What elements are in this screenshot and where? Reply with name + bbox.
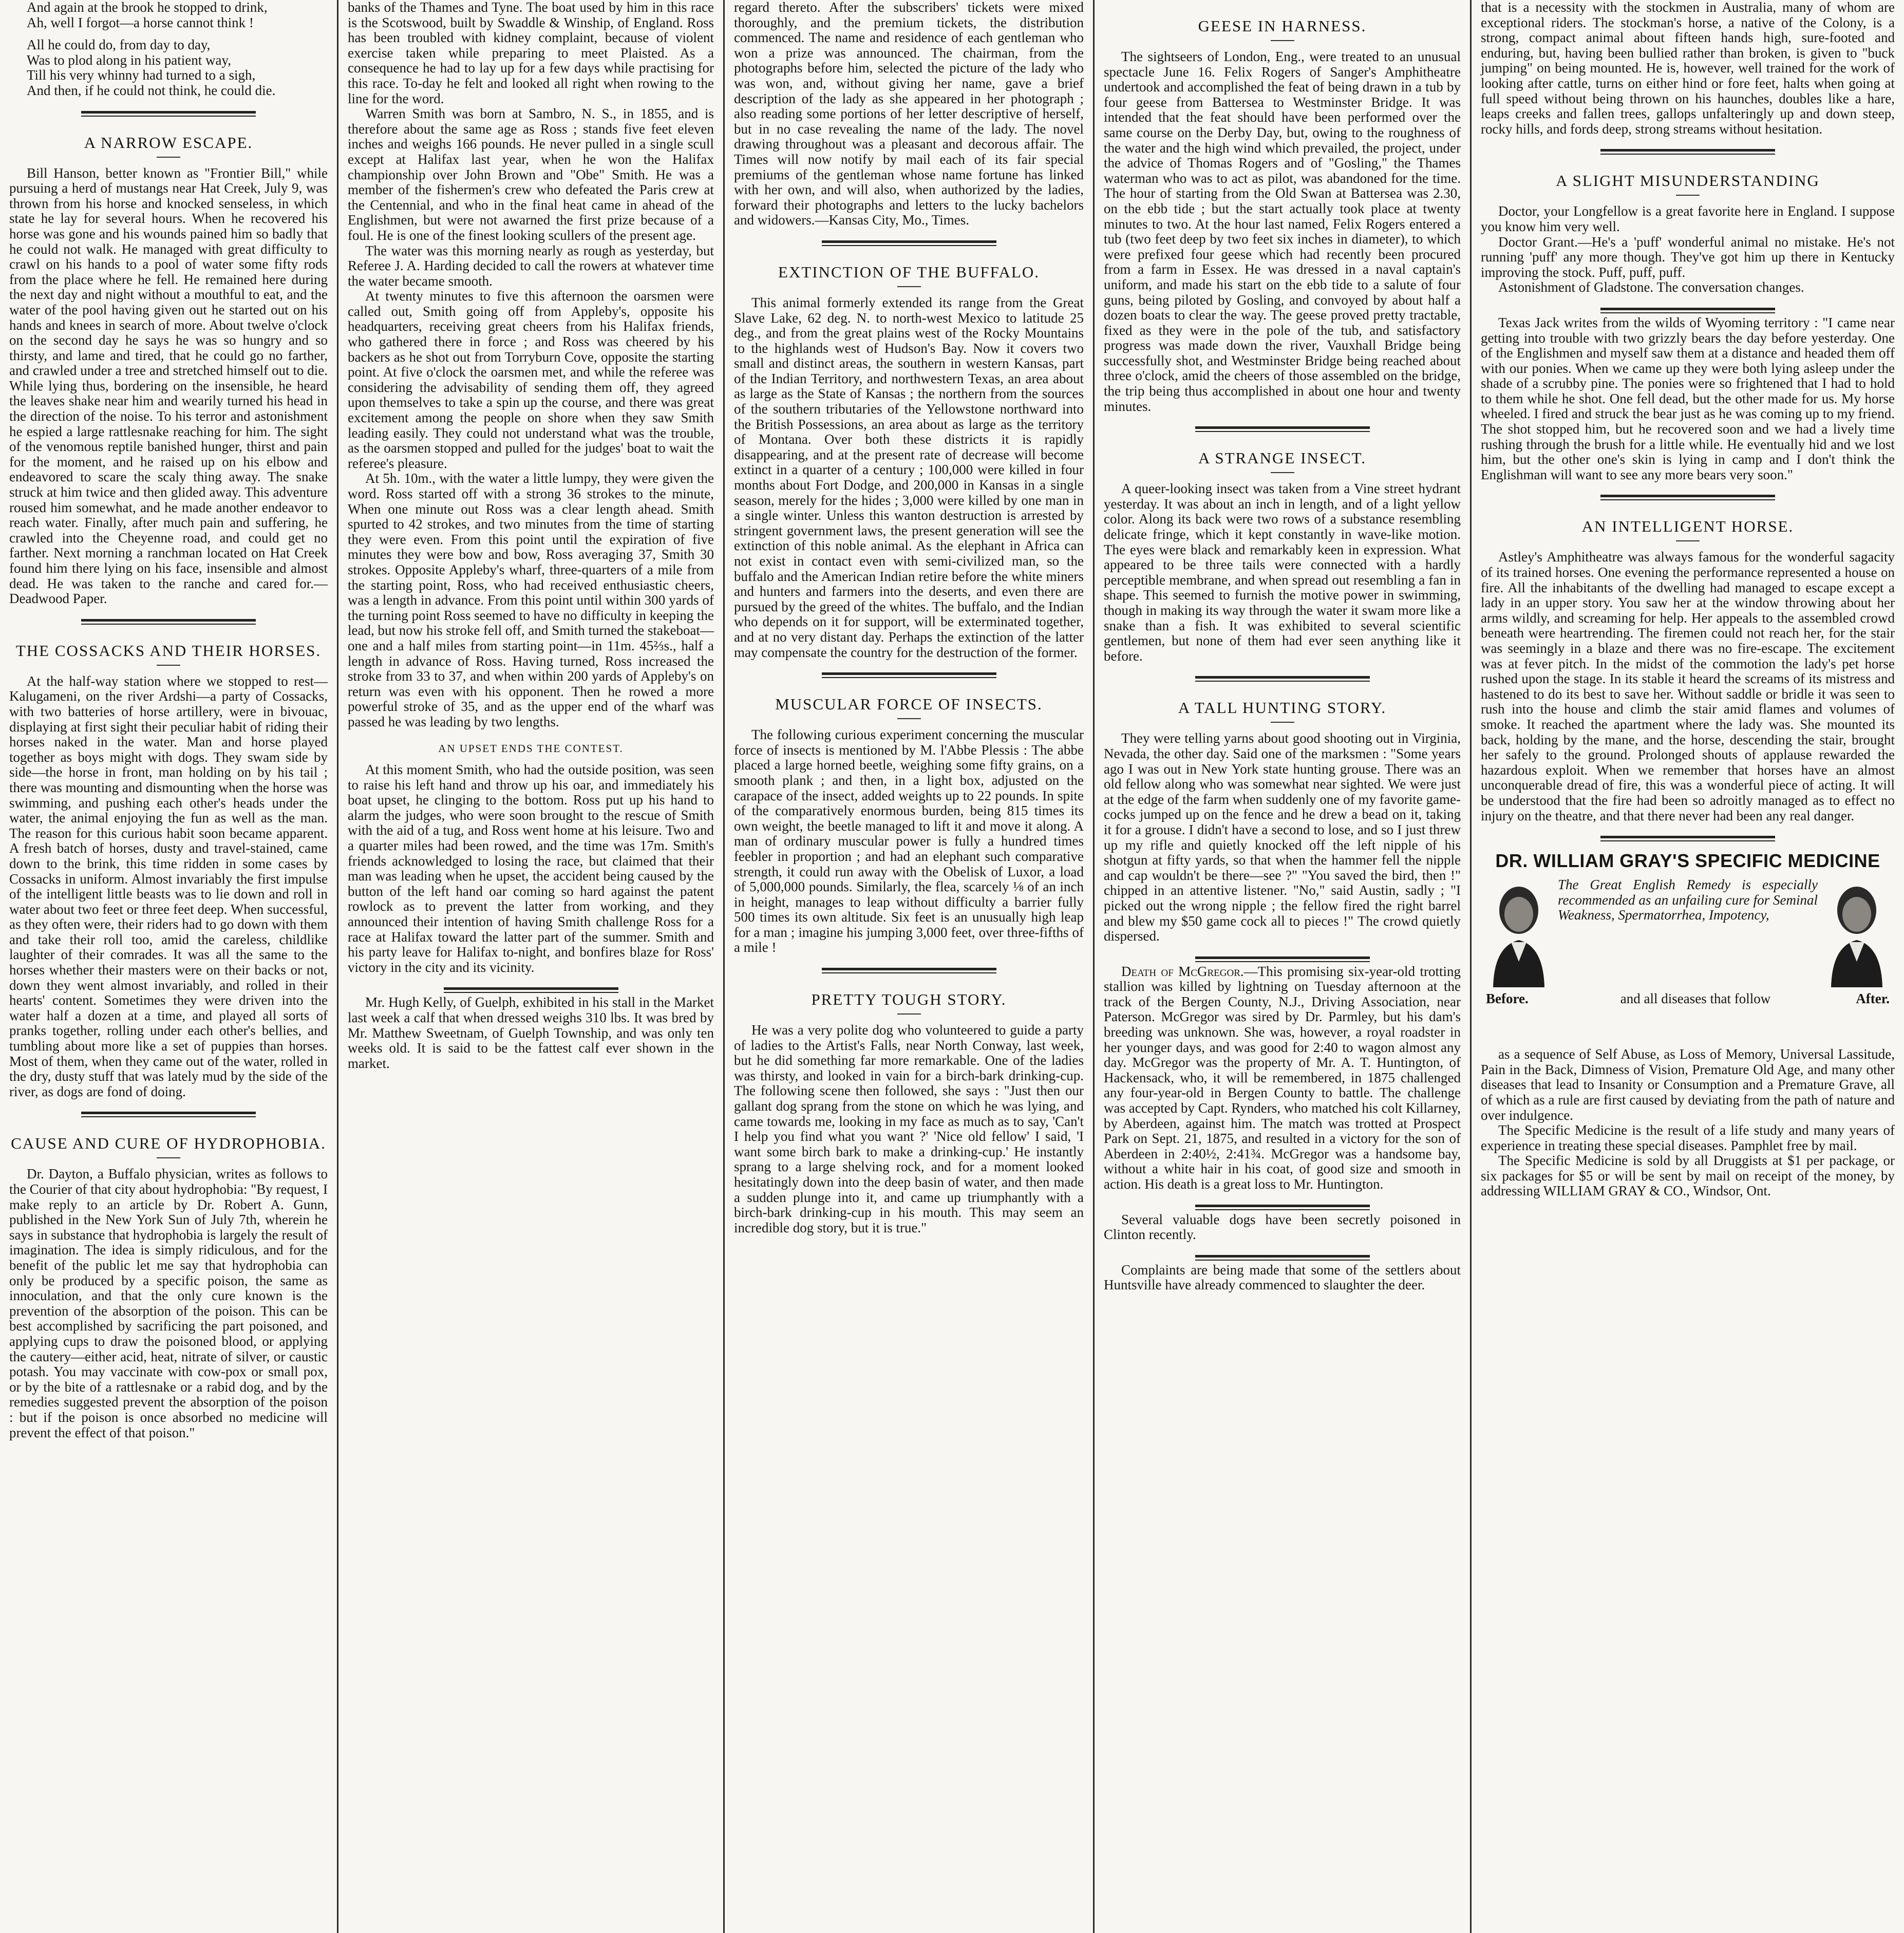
- article-paragraph: [734, 727, 1084, 955]
- paragraph-text: banks of the Thames and Tyne. The boat used by him in this race is the Scotswood, built by Swaddle & Winship, of England. Ross has been troubled with kidney complaint, because of violent exercise taken while preparing to meet Plaisted. As a consequence he had to lay up for a few days while practising for this race. To-day he felt and looked all right when rowing to the line for the word.: [348, 0, 714, 106]
- article-subtitle: AN UPSET ENDS THE CONTEST.: [438, 742, 624, 755]
- article-title: CAUSE AND CURE OF HYDROPHOBIA.: [11, 1134, 326, 1153]
- article-title: EXTINCTION OF THE BUFFALO.: [778, 262, 1040, 281]
- column-4: [1095, 0, 1470, 1933]
- paragraph-text: Mr. Hugh Kelly, of Guelph, exhibited in his stall in the Market last week a calf that when dressed weighs 310 lbs. It was bred by Mr. Matthew Sweetnam, of Guelph Township, and was only ten weeks old. It is said to be the fattest calf ever shown in the market.: [348, 994, 714, 1071]
- title-dash: [157, 1157, 180, 1158]
- article-title: A TALL HUNTING STORY.: [1178, 699, 1387, 717]
- ad-headline: DR. WILLIAM GRAY'S SPECIFIC MEDICINE: [1495, 850, 1880, 872]
- paragraph-text: Dr. Dayton, a Buffalo physician, writes as follows to the Courier of that city about hydrophobia: "By request, I make reply to an article by Dr. Robert A. Gunn, published in the New York Sun of July 7th, wherein he says in substance that hydrophobia is largely the result of imagination. The idea is simply ridiculous, and for the benefit of the public let me say that hydrophobia can only be produced by a specific poison, the same as innoculation, and that the only cure known is the prevention of the absorption of the poison. This can be best accomplished by sacrificing the part poisoned, and applying cups to draw the poisoned blood, or applying the cautery—either acid, heat, nitrate of silver, or caustic potash. You may vaccinate with cow-pox or small pox, or by the bite of a rattlesnake or a rabid dog, and by the remedies suggested prevent the absorption of the poison : but if the poison is once absorbed no medicine will prevent the effect of that poison.": [9, 1166, 328, 1440]
- verse-line: [9, 30, 328, 37]
- article-paragraph: [1481, 550, 1895, 823]
- paragraph-text: He was a very polite dog who volunteered to guide a party of ladies to the Artist's Falls, near North Conway, last week, but he did something far more remarkable. One of the ladies was thirsty, and looked in vain for a birch-bark drinking-cup. The following scene then followed, she says : "Just then our gallant dog sprang from the stone on which he was lying, and came towards me, looking in my face as much as to say, 'Can't I help you find what you want ?' 'Nice old fellow' I said, 'I want some birch bark to make a drinking-cup.' He instantly sprang to a large shelving rock, and for a moment looked hesitatingly down into the deep basin of water, and then made a sudden plunge into it, and came up triumphantly with a birch-bark drinking-cup in his mouth. This may seem an incredible dog story, but it is true.": [734, 1022, 1084, 1235]
- article-paragraph: [1481, 280, 1895, 295]
- article-paragraph: [348, 106, 714, 243]
- label-before: Before.: [1486, 991, 1529, 1007]
- portrait-before-icon: [1483, 879, 1555, 987]
- ad-intro-text: The Great English Remedy is especially recommended as an unfailing cure for Seminal Weakness, Spermatorrhea, Impotency,: [1558, 877, 1818, 923]
- column-1: [0, 0, 337, 1933]
- title-dash: [1676, 540, 1700, 541]
- label-connector: and all diseases that follow: [1620, 991, 1771, 1007]
- article-paragraph: [734, 295, 1084, 660]
- article-paragraph: [9, 1167, 328, 1440]
- ad-paragraph: The Specific Medicine is sold by all Druggists at $1 per package, or six packages for $5 or will be sent by mail on receipt of the money, by addressing WILLIAM GRAY & CO., Windsor, Ont.: [1481, 1153, 1895, 1199]
- ad-illustration-block: [1481, 877, 1895, 1047]
- section-separator: [81, 1112, 256, 1117]
- paragraph-text: Astley's Amphitheatre was always famous for the wonderful sagacity of its trained horses. One evening the performance represented a house on fire. All the inhabitants of the dwelling had managed to escape except a lady in an upper story. You saw her at the window throwing about her arms wildly, and screaming for help. Her appeals to the assembled crowd beneath were heartrending. The firemen could not reach her, for the stair was seemingly in a blaze and there was no fire-escape. The excitement was at fever pitch. In the midst of the commotion the lady's pet horse rushed upon the stage. In its stable it heard the screams of its mistress and hastened to do its best to save her. Without saddle or bridle it was seen to rush into the house and climb the stair amid flames and volumes of smoke. It reached the apartment where the lady was. She mounted its back, holding by the mane, and the horse, descending the stair, brought her safely to the ground. Prolonged shouts of applause rewarded the hazardous exploit. When we remember that horses have an almost unconquerable dread of fire, this was a wonderful piece of acting. It will be understood that the fire had been so adroitly managed as to effect no injury on the theatre, and that there never had been any real danger.: [1481, 549, 1895, 823]
- paragraph-text: A queer-looking insect was taken from a Vine street hydrant yesterday. It was about an inch in length, and of a light yellow color. Along its back were two rows of a substance resembling delicate fringe, which it kept constantly in wave-like motion. The eyes were black and remarkably keen in expression. What appeared to be three tails were connected with a hardly perceptible membrane, and when spread out resembling a fan in shape. This seemed to furnish the motive power in swimming, though in making its way through the water it swam more like a snake than a fish. It was exhibited to several scientific gentlemen, but none of them had ever seen anything like it before.: [1104, 481, 1461, 664]
- section-separator: [1600, 836, 1775, 841]
- section-separator: [822, 240, 996, 246]
- title-dash: [1271, 40, 1294, 41]
- paragraph-text: The sightseers of London, Eng., were treated to an unusual spectacle June 16. Felix Rogers of Sanger's Amphitheatre undertook and accomplished the feat of being drawn in a tub by four geese from Battersea to Westminster Bridge. It was intended that the feat should have been performed over the same course on the Derby Day, but, owing to the roughness of the water and the high wind which prevailed, the project, under the advice of Thomas Rogers and of "Gosling," the Thames waterman who was to act as pilot, was abandoned for the time. The hour of starting from the Old Swan at Battersea was 2.30, on the ebb tide ; but the start actually took place at twenty minutes to two. At the hour last named, Felix Rogers entered a tub (two feet deep by two feet six inches in diameter), to which were prefixed four geese which had recently been procured from a farm in Essex. He was dressed in a naval captain's uniform, and made his start on the ebb tide to a salute of four guns, being piloted by Gosling, and convoyed by about half a dozen boats to clear the way. The geese proved pretty tractable, fixed as they were in the pole of the tub, and satisfactory progress was made down the river, Vauxhall Bridge being successfully shot, and Westminster Bridge being reached about three o'clock, amid the cheers of those assembled on the bridge, the trip being thus accomplished in about one hour and twenty minutes.: [1104, 49, 1461, 414]
- paragraph-text: The following curious experiment concerning the muscular force of insects is mentioned by M. l'Abbe Plessis : The abbe placed a large horned beetle, weighing some fifty grains, on a smooth plank ; and then, in a light box, adjusted on the carapace of the insect, added weights up to 22 pounds. In spite of the comparatively enormous burden, being 815 times its own weight, the beetle managed to lift it and move it along. A man of ordinary muscular power is fully a hundred times feebler in proportion ; and had an elephant such comparative strength, it could run away with the Obelisk of Luxor, a load of 5,000,000 pounds. Similarly, the flea, scarcely ⅛ of an inch in height, manages to leap without difficulty a barrier fully 500 times its own altitude. Six feet is an unusually high leap for a man ; imagine his jumping 3,000 feet, over three-fifths of a mile !: [734, 727, 1084, 955]
- paragraph-text: Texas Jack writes from the wilds of Wyoming territory : "I came near getting into trouble with two grizzly bears the day before yesterday. One of the Englishmen and myself saw them at a distance and headed them off with our ponies. When we came up they were both lying asleep under the shade of a scrubby pine. The ponies were so frightened that I had to hold to them while he shot. One fell dead, but the other made for us. My horse wheeled. I fired and struck the bear just as he was coming up to my friend. The shot stopped him, but he recovered soon and we had a lively time rushing through the brush for a little while. He eventually hid and we lost him, but the other one's skin is lying in camp and I don't think the Englishman will want to see any more bears very soon.": [1481, 314, 1895, 482]
- portrait-after-icon: [1821, 879, 1893, 987]
- article-paragraph: [1481, 0, 1895, 137]
- article-paragraph: [9, 674, 328, 1100]
- paragraph-text: At twenty minutes to five this afternoon the oarsmen were called out, Smith going off from Appleby's, opposite his headquarters, receiving great cheers from his Halifax friends, who gathered there in force ; and Ross was cheered by his backers as he shot out from Torryburn Cove, opposite the starting point. At five o'clock the oarsmen met, and while the referee was considering the advisability of sending them off, they agreed upon themselves to take a spin up the course, and there was great excitement among the people on shore when they saw Smith leading easily. They could not understand what was the trouble, as the oarsmen stopped and pulled for the judges' boat to wait the referee's pleasure.: [348, 288, 714, 471]
- section-separator: [1600, 308, 1775, 313]
- paragraph-text: regard thereto. After the subscribers' tickets were mixed thoroughly, and the premium tickets, the distribution commenced. The name and residence of each gentleman who won a prize was announced. The chairman, from the photographs before him, selected the picture of the lady who was won, and, without giving her name, gave a brief description of the lady as she appeared in her photograph ; also reading some portions of her letter descriptive of herself, but in no case revealing the name of the lady. The novel drawing throughout was a pleasant and decorous affair. The Times will now notify by mail each of its fair special premiums of the gentleman whose name fortune has linked with her own, and will also, when authorized by the ladies, forward their photographs and letters to the lucky bachelors and widowers.—Kansas City, Mo., Times.: [734, 0, 1084, 228]
- article-title: PRETTY TOUGH STORY.: [811, 990, 1007, 1009]
- paragraph-text: Complaints are being made that some of the settlers about Huntsville have already commenced to slaughter the deer.: [1104, 1262, 1461, 1293]
- paragraph-text: They were telling yarns about good shooting out in Virginia, Nevada, the other day. Said one of the marksmen : "Some years ago I was out in New York state hunting grouse. There was an old fellow along who was somewhat near sighted. We were just at the edge of the farm when suddenly one of my favorite game-cocks jumped up on the fence and he drew a bead on it, taking it for a grouse. I didn't have a second to lose, and so I just threw up my rifle and quietly knocked off the left nipple of his shotgun at fifty yards, so that when the hammer fell the nipple and cap wouldn't be there—see ?" "You saved the bird, then !" chipped in an attentive listener. "No," said Austin, sadly ; "I picked out the wrong nipple ; the fellow fired the right barrel and blew my $50 game cock all to pieces !" The crowd quietly dispersed.: [1104, 730, 1461, 944]
- article-paragraph: [1104, 49, 1461, 414]
- title-dash: [1271, 722, 1294, 723]
- column-2: [338, 0, 723, 1933]
- article-paragraph: [1104, 1263, 1461, 1293]
- paragraph-text: Astonishment of Gladstone. The conversation changes.: [1498, 279, 1804, 295]
- article-paragraph: [1104, 731, 1461, 944]
- section-separator: [81, 111, 256, 117]
- section-separator: [822, 672, 996, 678]
- title-dash: [897, 1014, 921, 1015]
- article-title: MUSCULAR FORCE OF INSECTS.: [775, 695, 1043, 714]
- section-separator: [81, 619, 256, 625]
- article-title: THE COSSACKS AND THEIR HORSES.: [15, 641, 322, 660]
- paragraph-text: At the half-way station where we stopped to rest—Kalugameni, on the river Ardshi—a party of Cossacks, with two batteries of horse artillery, were in bivouac, displaying at first sight their peculiar habit of riding their horses naked in the water. Man and horse played together as boys might with dogs. They swam side by side—the horse in front, man holding on by his tail ; there was mounting and dismounting when the horse was swimming, and pushing each other's heads under the water, the animal enjoying the fun as well as the man. The reason for this curious habit soon became apparent. A fresh batch of horses, dusty and travel-stained, came down to the brink, this time ridden in some cases by Cossacks in uniform. Almost invariably the first impulse of the intelligent little beasts was to lie down and roll in water about two feet or three feet deep. When successful, as they often were, their riders had to go down with them and take their roll too, amid the careless, childlike laughter of their comrades. It was all the same to the horses whether their masters were on their backs or not, down they went almost invariably, and rolled in their hearts' content. Sometimes they were driven into the water half a dozen at a time, and played all sorts of pranks together, rolling under each other's bellies, and tumbling about more like a set of puppies than horses. Most of them, when they came out of the water, rolled in the dry, dusty stuff that was lately mud by the side of the river, as dogs are fond of doing.: [9, 673, 328, 1099]
- section-separator: [1600, 495, 1775, 500]
- paragraph-text: Bill Hanson, better known as "Frontier Bill," while pursuing a herd of mustangs near Hat Creek, July 9, was thrown from his horse and knocked senseless, in which state he lay for several hours. When he recovered his horse was gone and his wounds pained him so badly that he could not walk. He managed with great difficulty to crawl on his hands to a pool of water some fifty rods from the place where he fell. He remained here during the next day and night without a mouthful to eat, and the water of the pool having given out he started out on his hands and knees in search of more. About twelve o'clock on the second day he says he was so hungry and so thirsty, and lame and tired, that he could go no farther, and crawled under a tree and stretched himself out to die. While lying thus, bordering on the insensible, he heard the leaves shake near him and wearily turned his head in the direction of the noise. To his terror and astonishment he espied a large rattlesnake reaching for him. The sight of the venomous reptile banished hunger, thirst and pain for the moment, and he raised up on his elbow and endeavored to scare the scaly thing away. The snake struck at him twice and then glided away. This adventure roused him somewhat, and he made another endeavor to reach water. Finally, after much pain and suffering, he crawled into the Cheyenne road, and could get no farther. Next morning a ranchman located on Hat Creek found him there lying on his face, insensible and almost dead. He was taken to the ranche and cared for.—Deadwood Paper.: [9, 165, 328, 607]
- section-separator: [1195, 956, 1370, 962]
- article-title: AN INTELLIGENT HORSE.: [1581, 517, 1794, 536]
- section-separator: [1195, 426, 1370, 432]
- paragraph-text: Several valuable dogs have been secretly poisoned in Clinton recently.: [1104, 1211, 1461, 1243]
- article-title: A NARROW ESCAPE.: [84, 133, 253, 152]
- section-separator: [1600, 149, 1775, 155]
- paragraph-text: The water was this morning nearly as rough as yesterday, but Referee J. A. Harding decided to call the rowers at whatever time the water became smooth.: [348, 242, 714, 289]
- article-paragraph: [1481, 235, 1895, 280]
- article-paragraph: [1104, 1212, 1461, 1243]
- title-dash: [1676, 195, 1700, 196]
- verse-line: And again at the brook he stopped to drink,: [27, 0, 268, 15]
- article-paragraph: [348, 471, 714, 729]
- section-separator: [444, 987, 618, 993]
- verse-line: All he could do, from day to day,: [27, 37, 211, 53]
- paragraph-text: that is a necessity with the stockmen in Australia, many of whom are exceptional riders. The stockman's horse, a native of the Colony, is a strong, compact animal about fifteen hands high, sure-footed and enduring, but, having been bullied rather than broken, is given to "buck jumping" on being mounted. He is, however, well trained for the work of looking after cattle, turns on either hind or fore feet, halts when going at full speed without being thrown on his haunches, doubles like a hare, leaps creeks and fallen trees, gallops unfalteringly up and down steep, rocky hills, and fords deep, strong streams without hesitation.: [1481, 0, 1895, 137]
- article-title: A STRANGE INSECT.: [1198, 449, 1367, 467]
- paragraph-text: Doctor Grant.—He's a 'puff' wonderful animal no mistake. He's not running 'puff' any more though. They've got him up there in Kentucky improving the stock. Puff, puff, puff.: [1481, 234, 1895, 280]
- article-paragraph: [1481, 204, 1895, 234]
- section-separator: [1195, 1255, 1370, 1261]
- article-paragraph: [1104, 481, 1461, 664]
- article-title: A SLIGHT MISUNDERSTANDING: [1556, 172, 1820, 190]
- article-paragraph: [734, 0, 1084, 228]
- section-separator: [1195, 1205, 1370, 1210]
- section-separator: [1195, 676, 1370, 682]
- article-paragraph: [1104, 964, 1461, 1192]
- verse-line: Ah, well I forgot—a horse cannot think !: [27, 14, 254, 30]
- verse-line: Till his very whinny had turned to a sigh,: [27, 67, 256, 83]
- paragraph-text: Warren Smith was born at Sambro, N. S., in 1855, and is therefore about the same age as Ross ; stands five feet eleven inches and weighs 166 pounds. He never pulled in a single scull except at Halifax last year, when he won the Halifax championship over John Brown and "Obe" Smith. He was a member of the fishermen's crew who defeated the Paris crew at the Centennial, and who in the final heat came in ahead of the Englishmen, but were not awarned the first prize because of a foul. He is one of the finest looking scullers of the present age.: [348, 106, 714, 243]
- paragraph-text: This animal formerly extended its range from the Great Slave Lake, 62 deg. N. to north-west Mexico to latitude 25 deg., and from the great plains west of the Rocky Mountains to the highlands west of Hudson's Bay. Now it covers two small and distinct areas, the southern in western Kansas, part of the Indian Territory, and northwestern Texas, an area about as large as the State of Kansas ; the northern from the sources of the southern tributaries of the Yellowstone northward into the British Possessions, an area about as large as the territory of Montana. Over both these districts it is rapidly disappearing, and at the present rate of decrease will become extinct in a quarter of a century ; 100,000 were killed in four months about Fort Dodge, and 200,000 in Kansas in a single season, merely for the hides ; 3,000 were killed by one man in a single winter. Unless this wanton destruction is arrested by stringent government laws, the present generation will see the extinction of this noble animal. As the elephant in Africa can not exist in contact even with semi-civilized man, so the buffalo and the American Indian retire before the white miners and hunters and farmers into the deserts, and even there are pursued by the greed of the whites. The buffalo, and the Indian who depends on it for support, will be exterminated together, and at no very distant day. Perhaps the extinction of the latter may compensate the country for the destruction of the former.: [734, 294, 1084, 660]
- verse-line: Was to plod along in his patient way,: [27, 52, 232, 68]
- ad-paragraph: The Specific Medicine is the result of a life study and many years of experience in treating these special diseases. Pamphlet free by mail.: [1481, 1122, 1895, 1153]
- article-lead: Death of McGregor.: [1121, 963, 1244, 979]
- column-5: [1472, 0, 1904, 1933]
- ad-paragraph: as a sequence of Self Abuse, as Loss of Memory, Universal Lassitude, Pain in the Back, Dimness of Vision, Premature Old Age, and many other diseases that lead to Insanity or Consumption and a Premature Grave, all of which as a rule are first caused by deviating from the path of nature and over indulgence.: [1481, 1046, 1895, 1123]
- article-paragraph: [734, 1023, 1084, 1235]
- title-dash: [157, 665, 180, 666]
- title-dash: [157, 157, 180, 158]
- title-dash: [897, 286, 921, 287]
- article-paragraph: [348, 243, 714, 289]
- article-title: GEESE IN HARNESS.: [1198, 17, 1367, 35]
- paragraph-text: Doctor, your Longfellow is a great favorite here in England. I suppose you know him very well.: [1481, 203, 1895, 234]
- article-paragraph: [348, 762, 714, 975]
- article-paragraph: [1481, 315, 1895, 483]
- label-after: After.: [1856, 991, 1890, 1007]
- title-dash: [897, 718, 921, 719]
- section-separator: [822, 968, 996, 973]
- article-paragraph: [9, 166, 328, 607]
- paragraph-text: At this moment Smith, who had the outside position, was seen to raise his left hand and throw up his oar, and immediately his boat upset, he clinging to the bottom. Ross put up his hand to alarm the judges, who were soon brought to the rescue of Smith with the aid of a tug, and Ross went home at his leisure. Two and a quarter miles had been rowed, and the time was 17m. Smith's friends acknowledged to losing the race, but claimed that their man was leading when he upset, the accident being caused by the button of the left hand oar coming so hard against the patent rowlock as to prevent the latter from working, and they announced their intention of having Smith challenge Ross for a race at Halifax toward the latter part of the summer. Smith and his party leave for Halifax to-night, and bonfires blaze for Ross' victory in the city and its vicinity.: [348, 762, 714, 975]
- verse-line: And then, if he could not think, he could die.: [27, 82, 276, 98]
- article-paragraph: [348, 0, 714, 106]
- article-paragraph: [348, 995, 714, 1071]
- paragraph-text: —This promising six-year-old trotting stallion was killed by lightning on Tuesday afternoon at the track of the Bergen County, N.J., Driving Association, near Paterson. McGregor was sired by Dr. Parmley, but his dam's breeding was unknown. She was, however, a royal roadster in her younger days, and was good for 2:40 to wagon almost any day. McGregor was the property of Mr. A. T. Huntington, of Hackensack, who, it will be remembered, in 1875 challenged any four-year-old in Bergen County to battle. The challenge was accepted by Capt. Rynders, who matched his colt Killarney, by Aberdeen, against him. The match was trotted at Prospect Park on Sept. 21, 1875, and resulted in a victory for the son of Aberdeen in 2:40½, 2:41¾. McGregor was a handsome bay, without a white hair in his coat, of good size and smooth in action. His death is a great loss to Mr. Huntington.: [1104, 963, 1461, 1192]
- paragraph-text: At 5h. 10m., with the water a little lumpy, they were given the word. Ross started off with a strong 36 strokes to the minute, When one minute out Ross was a clear length ahead. Smith spurted to 42 strokes, and two minutes from the time of starting they were even. From this point until the expiration of five minutes they were bow and bow, Ross averaging 37, Smith 30 strokes. Opposite Appleby's wharf, three-quarters of a mile from the starting point, Ross, who had received enthusiastic cheers, was a length in advance. From this point until within 300 yards of the turning point Ross seemed to have no difficulty in keeping the lead, but now his stroke fell off, and Smith turned the stakeboat—one and a half miles from starting point—in 11m. 45⅔s., half a length in advance of Ross. Having turned, Ross increased the stroke from 33 to 37, and when within 200 yards of Appleby's on return was even with his opponent. Then he rowed a more powerful stroke of 35, and as the upper end of the wharf was passed he was leading by two lengths.: [348, 471, 714, 729]
- article-paragraph: [348, 289, 714, 471]
- title-dash: [1271, 472, 1294, 473]
- column-3: [725, 0, 1093, 1933]
